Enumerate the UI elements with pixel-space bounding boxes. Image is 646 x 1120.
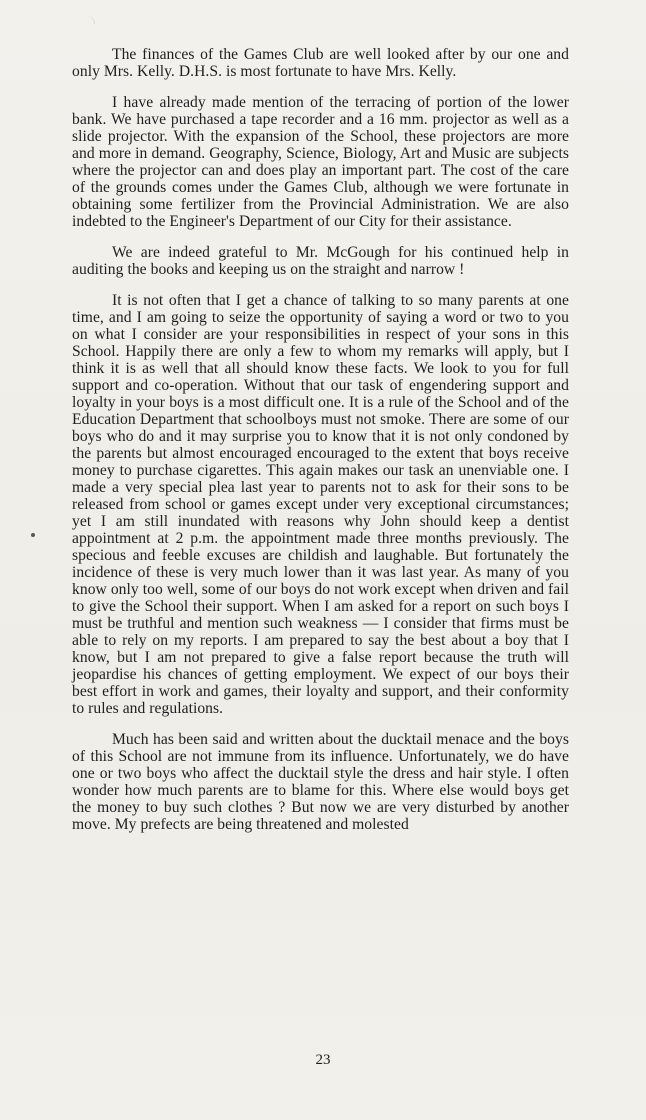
paragraph-ducktail-menace: Much has been said and written about the ducktail menace and the boys of this School are not immune from its influence. Unfortunately, we do have one or two boys who affect the ducktail style the dress and hair style. I often wonder how much parents are to blame for this. Where else would boys get the money to buy such clothes ? But now we are very disturbed by another move. My prefects are being threatened and molested <box>72 731 569 833</box>
page-number: 23 <box>315 1052 331 1068</box>
text-column <box>72 46 569 833</box>
paragraph-auditing-thanks: We are indeed grateful to Mr. McGough for his continued help in auditing the books and keeping us on the straight and narrow ! <box>72 244 569 278</box>
paragraph-parents-responsibilities: It is not often that I get a chance of talking to so many parents at one time, and I am going to seize the opportunity of saying a word or two to you on what I consider are your responsibilities in respect of your sons in this School. Happily there are only a few to whom my remarks will apply, but I think it is as well that all should know these facts. We look to you for full support and co-operation. Without that our task of engendering support and loyalty in your boys is a most difficult one. It is a rule of the School and of the Education Department that schoolboys must not smoke. There are some of our boys who do and it may surprise you to know that it is not only condoned by the parents but almost encouraged encouraged to the extent that boys receive money to purchase cigarettes. This again makes our task an unenviable one. I made a very special plea last year to parents not to ask for their sons to be released from school or games except under very exceptional circumstances; yet I am still inundated with reasons why John should keep a dentist appointment at 2 p.m. the appointment made three months previously. The specious and feeble excuses are childish and laughable. But fortunately the incidence of these is very much lower than it was last year. As many of you know only too well, some of our boys do not work except when driven and fail to give the School their support. When I am asked for a report on such boys I must be truthful and mention such weakness — I consider that firms must be able to rely on my reports. I am prepared to say the best about a boy that I know, but I am not prepared to give a false report because the truth will jeopardise his chances of getting employment. We expect of our boys their best effort in work and games, their loyalty and support, and their conformity to rules and regulations. <box>72 292 569 717</box>
page-corner-mark <box>86 16 95 24</box>
margin-dot <box>31 533 35 537</box>
paragraph-terracing-projectors: I have already made mention of the terracing of portion of the lower bank. We have purchased a tape recorder and a 16 mm. projector as well as a slide projector. With the expansion of the School, these projectors are more and more in demand. Geography, Science, Biology, Art and Music are subjects where the projector can and does play an important part. The cost of the care of the grounds comes under the Games Club, although we were fortunate in obtaining some fertilizer from the Provincial Administration. We are also indebted to the Engineer's Department of our City for their assistance. <box>72 94 569 230</box>
paragraph-games-club-finances: The finances of the Games Club are well looked after by our one and only Mrs. Kelly. D.H.S. is most fortunate to have Mrs. Kelly. <box>72 46 569 80</box>
